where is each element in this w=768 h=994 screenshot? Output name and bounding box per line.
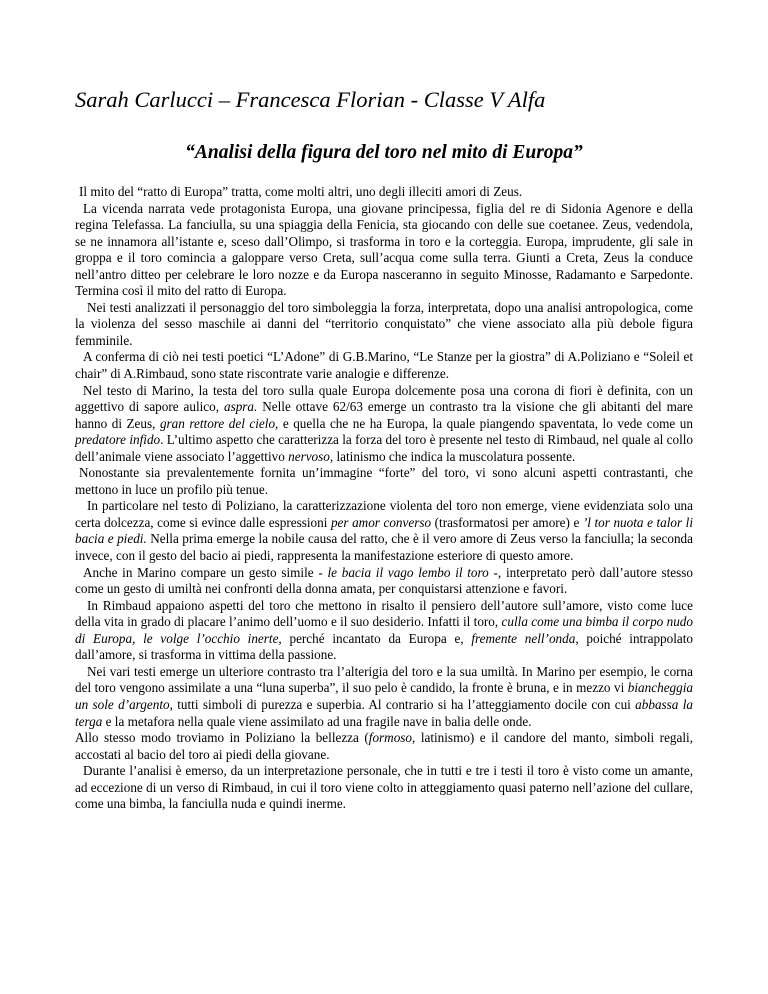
paragraph-text: Nel testo di Marino, la testa del toro sulla quale Europa dolcemente posa una corona di fiori è definita, con un aggettivo di sapore aulico, xyxy=(75,382,693,415)
paragraph-text: La vicenda narrata vede protagonista Europa, una giovane principessa, figlia del re di Sidonia Agenore e della regina Telefassa. La fanciulla, su una spiaggia della Fenicia, sta giocando con delle sue coetanee. Zeus, vedendola, se ne innamora all’istante e, sceso dall’Olimpo, si trasforma in toro e la corteggia. Europa, imprudente, gli sale in groppa e il toro comincia a galoppare verso Creta, sull’acqua come sulla terra. Giunti a Creta, Zeus la conduce nell’antro ditteo per celebrare le loro nozze e da Europa nasceranno in seguito Minosse, Radamanto e Sarpedonte. Termina così il mito del ratto di Europa. xyxy=(75,200,693,299)
italic-quote: gran rettore del cielo, xyxy=(159,415,279,431)
paragraph-text: Nei testi analizzati il personaggio del toro simboleggia la forza, interpretata, dopo una analisi antropologica, come la violenza del sesso maschile ai danni del “territorio conquistato” che viene associato alla più debole figura femminile. xyxy=(75,299,693,348)
body-paragraph xyxy=(75,565,693,598)
document-title: “Analisi della figura del toro nel mito di Europa” xyxy=(185,142,583,163)
paragraph-text: , poiché intrappolato dall’amore, si trasforma in vittima della passione. xyxy=(75,630,693,663)
paragraph-text: latinismo che indica la muscolatura possente. xyxy=(333,448,576,464)
paragraph-text: . L’ultimo aspetto che caratterizza la forza del toro è presente nel testo di Rimbaud, nel quale al collo dell’animale viene associato l’aggettivo xyxy=(75,432,693,464)
paragraph-text: Nelle ottave 62/63 emerge un contrasto tra la visione che gli abitanti del mare hanno di Zeus, xyxy=(75,399,693,431)
paragraph-text: A conferma di ciò nei testi poetici “L’Adone” di G.B.Marino, “Le Stanze per la giostra” di A.Poliziano e “Soleil et chair” di A.Rimbaud, sono state riscontrate varie analogie e differenze. xyxy=(75,349,693,382)
body-paragraph xyxy=(75,184,693,201)
italic-quote: culla come una bimba il corpo nudo di Europa, le volge l’occhio inerte xyxy=(75,614,693,646)
paragraph-text: latinismo) e il candore del manto, simboli regali, accostati al bacio del toro ai piedi della giovane. xyxy=(75,730,693,762)
paragraph-text: Allo stesso modo troviamo in Poliziano la bellezza ( xyxy=(75,730,369,746)
document-body xyxy=(75,184,693,813)
italic-quote: formoso, xyxy=(368,730,416,746)
body-paragraph xyxy=(75,349,693,382)
body-paragraph xyxy=(75,465,693,498)
author-line: Sarah Carlucci – Francesca Florian - Classe V Alfa xyxy=(75,87,546,112)
body-paragraph xyxy=(75,498,693,564)
italic-quote: aspra. xyxy=(223,399,258,415)
paragraph-text: -, interpretato però dall’autore stesso come un gesto di umiltà nei confronti della donna amata, per conquistarsi attenzione e favori. xyxy=(75,564,693,597)
paragraph-text: Nonostante sia prevalentemente fornita un’immagine “forte” del toro, vi sono alcuni aspetti contrastanti, che mettono in luce un profilo più tenue. xyxy=(75,465,693,497)
paragraph-text: In Rimbaud appaiono aspetti del toro che mettono in risalto il pensiero dell’autore sull’amore, visto come luce della vita in grado di placare l’animo dell’uomo e il suo desiderio. Infatti il toro, xyxy=(75,597,693,630)
body-paragraph xyxy=(75,598,693,664)
paragraph-text: Il mito del “ratto di Europa” tratta, come molti altri, uno degli illeciti amori di Zeus. xyxy=(79,184,523,199)
italic-quote: abbassa la terga xyxy=(75,696,693,729)
italic-quote: nervoso, xyxy=(288,448,334,464)
body-paragraph xyxy=(75,763,693,813)
paragraph-text: Nei vari testi emerge un ulteriore contrasto tra l’alterigia del toro e la sua umiltà. In Marino per esempio, le corna del toro vengono assimilate a una “luna superba”, il suo pelo è candido, la fronte è bruna, e in mezzo vi xyxy=(75,663,693,696)
paragraph-text: (trasformatosi per amore) e xyxy=(431,514,583,530)
paragraph-text: Nella prima emerge la nobile causa del ratto, che è il vero amore di Zeus verso la fanciulla; la seconda invece, con il gesto del bacio ai piedi, rappresenta la manifestazione esteriore di questo amore. xyxy=(75,531,693,564)
italic-quote: fremente nell’onda xyxy=(471,630,576,646)
italic-quote: predatore infido xyxy=(75,432,161,448)
body-paragraph xyxy=(75,300,693,350)
paragraph-text: e quella che ne ha Europa, la quale piangendo spaventata, lo vede come un xyxy=(278,415,693,431)
paragraph-text: e la metafora nella quale viene assimilato ad una fragile nave in balia delle onde. xyxy=(102,713,532,729)
paragraph-text: Anche in Marino compare un gesto simile - xyxy=(83,564,328,580)
paragraph-text: tutti simboli di purezza e superbia. Al contrario si ha l’atteggiamento docile con cui xyxy=(172,696,636,712)
italic-quote: biancheggia un sole d’argento, xyxy=(75,680,693,712)
italic-quote: ’l tor nuota e talor li bacia e piedi. xyxy=(75,514,694,547)
italic-quote: per amor converso xyxy=(330,514,432,530)
paragraph-text: In particolare nel testo di Poliziano, la caratterizzazione violenta del toro non emerge, viene evidenziata solo una certa dolcezza, come si evince dalle espressioni xyxy=(75,498,693,530)
italic-quote: le bacia il vago lembo il toro xyxy=(327,564,489,580)
body-paragraph xyxy=(75,383,693,466)
body-paragraph xyxy=(75,730,693,763)
body-paragraph xyxy=(75,664,693,730)
paragraph-text: , perché incantato da Europa e, xyxy=(278,630,472,646)
body-paragraph xyxy=(75,201,693,300)
paragraph-text: Durante l’analisi è emerso, da un interpretazione personale, che in tutti e tre i testi il toro è visto come un amante, ad eccezione di un verso di Rimbaud, in cui il toro viene colto in atteggiamento quasi paterno nell’azione del cullare, come una bimba, la fanciulla nuda e quindi inerme. xyxy=(75,763,693,812)
